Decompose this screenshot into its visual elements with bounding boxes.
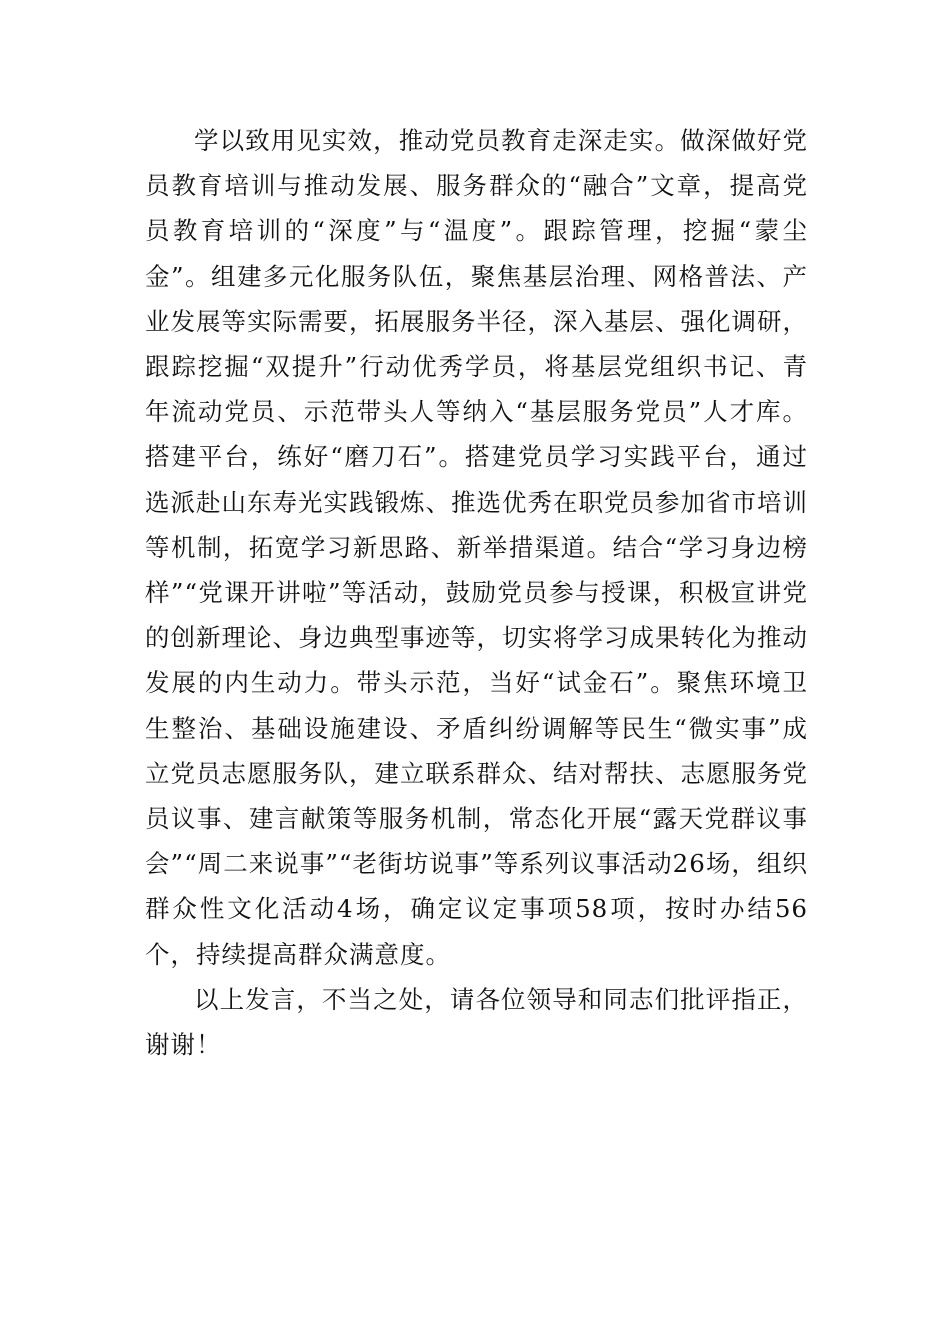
document-body [145, 118, 808, 1067]
body-paragraph-main: 学以致用见实效，推动党员教育走深走实。做深做好党员教育培训与推动发展、服务群众的“融合”文章，提高党员教育培训的“深度”与“温度”。跟踪管理，挖掘“蒙尘金”。组建多元化服务队伍，聚焦基层治理、网格普法、产业发展等实际需要，拓展服务半径，深入基层、强化调研，跟踪挖掘“双提升”行动优秀学员，将基层党组织书记、青年流动党员、示范带头人等纳入“基层服务党员”人才库。搭建平台，练好“磨刀石”。搭建党员学习实践平台，通过选派赴山东寿光实践锻炼、推选优秀在职党员参加省市培训等机制，拓宽学习新思路、新举措渠道。结合“学习身边榜样”“党课开讲啦”等活动，鼓励党员参与授课，积极宣讲党的创新理论、身边典型事迹等，切实将学习成果转化为推动发展的内生动力。带头示范，当好“试金石”。聚焦环境卫生整治、基础设施建设、矛盾纠纷调解等民生“微实事”成立党员志愿服务队，建立联系群众、结对帮扶、志愿服务党员议事、建言献策等服务机制，常态化开展“露天党群议事会”“周二来说事”“老街坊说事”等系列议事活动26场，组织群众性文化活动4场，确定议定事项58项，按时办结56个，持续提高群众满意度。 [145, 126, 808, 969]
body-paragraph-closing: 以上发言，不当之处，请各位领导和同志们批评指正，谢谢！ [145, 984, 808, 1060]
